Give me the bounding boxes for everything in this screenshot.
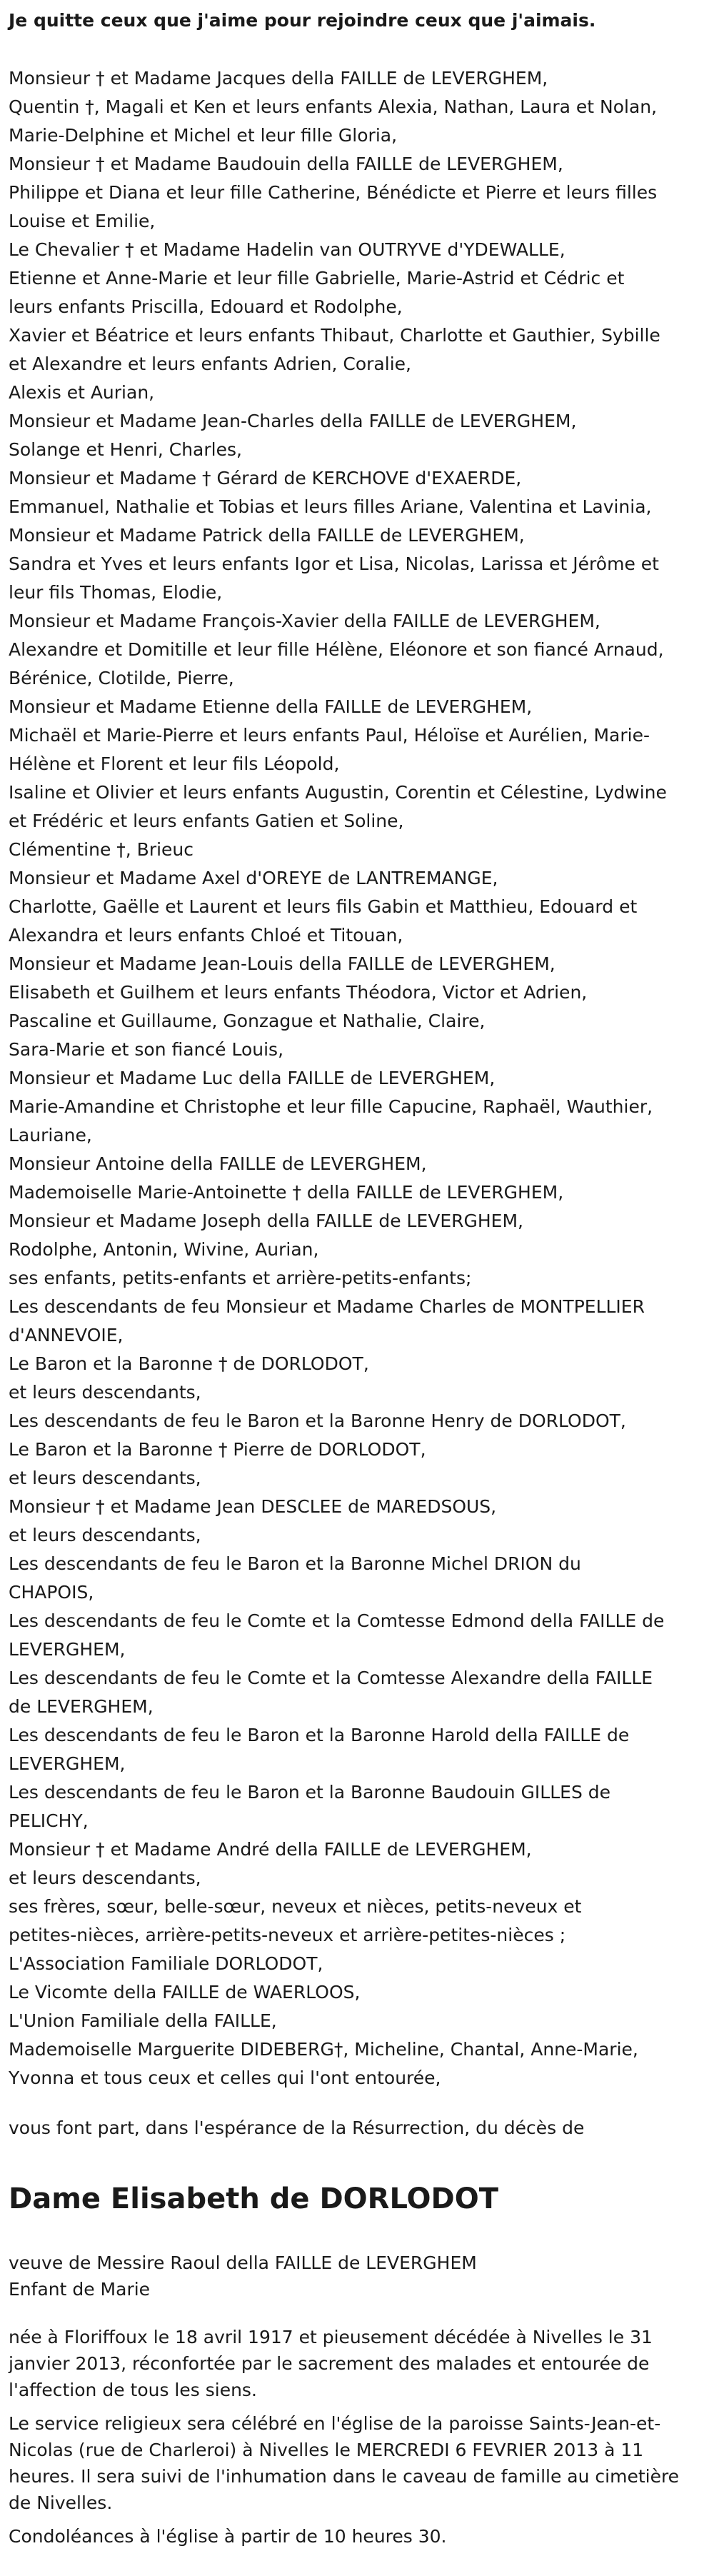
family-line: Monsieur et Madame Jean-Louis della FAILLE de LEVERGHEM, (9, 953, 555, 974)
family-line: et leurs descendants, (9, 1525, 201, 1545)
family-line: Les descendants de feu le Comte et la Comtesse Alexandre della FAILLE (9, 1668, 653, 1688)
family-line: Pascaline et Guillaume, Gonzague et Nathalie, Claire, (9, 1011, 486, 1031)
family-line: Alexis et Aurian, (9, 382, 155, 403)
family-line: Les descendants de feu Monsieur et Madame Charles de MONTPELLIER (9, 1296, 645, 1317)
family-line: Sara-Marie et son fiancé Louis, (9, 1039, 284, 1060)
family-line: Monsieur et Madame Jean-Charles della FAILLE de LEVERGHEM, (9, 411, 577, 431)
family-line: Monsieur et Madame Joseph della FAILLE de LEVERGHEM, (9, 1211, 523, 1231)
family-line: et Alexandre et leurs enfants Adrien, Coralie, (9, 354, 411, 374)
family-line: Monsieur et Madame Etienne della FAILLE de LEVERGHEM, (9, 696, 533, 717)
family-line: Lauriane, (9, 1125, 92, 1146)
family-line: Marie-Amandine et Christophe et leur fille Capucine, Raphaël, Wauthier, (9, 1096, 653, 1117)
family-line: et leurs descendants, (9, 1868, 201, 1888)
family-line: Les descendants de feu le Baron et la Baronne Baudouin GILLES de (9, 1782, 611, 1803)
family-line: Alexandra et leurs enfants Chloé et Titouan, (9, 925, 403, 946)
family-line: Isaline et Olivier et leurs enfants Augustin, Corentin et Célestine, Lydwine (9, 782, 667, 803)
family-line: Marie-Delphine et Michel et leur fille Gloria, (9, 125, 398, 146)
family-line: Quentin †, Magali et Ken et leurs enfants Alexia, Nathan, Laura et Nolan, (9, 96, 658, 117)
family-line: leurs enfants Priscilla, Edouard et Rodolphe, (9, 296, 403, 317)
announcement: vous font part, dans l'espérance de la Résurrection, du décès de (9, 2118, 585, 2138)
family-line: Yvonna et tous ceux et celles qui l'ont entourée, (9, 2068, 441, 2088)
family-line: Bérénice, Clotilde, Pierre, (9, 668, 234, 688)
family-line: ses frères, sœur, belle-sœur, neveux et nièces, petits-neveux et (9, 1896, 582, 1917)
family-list (9, 64, 704, 2093)
family-line: Xavier et Béatrice et leurs enfants Thibaut, Charlotte et Gauthier, Sybille (9, 325, 660, 346)
family-line: leur fils Thomas, Elodie, (9, 582, 223, 603)
family-line: de LEVERGHEM, (9, 1696, 154, 1717)
family-line: Les descendants de feu le Baron et la Baronne Henry de DORLODOT, (9, 1410, 626, 1431)
family-line: Rodolphe, Antonin, Wivine, Aurian, (9, 1239, 319, 1260)
family-line: d'ANNEVOIE, (9, 1325, 124, 1345)
family-line: Monsieur † et Madame Jacques della FAILLE de LEVERGHEM, (9, 68, 548, 89)
family-line: Etienne et Anne-Marie et leur fille Gabrielle, Marie-Astrid et Cédric et (9, 268, 625, 289)
family-line: Monsieur et Madame Luc della FAILLE de LEVERGHEM, (9, 1068, 496, 1088)
family-line: LEVERGHEM, (9, 1753, 126, 1774)
family-line: Les descendants de feu le Baron et la Baronne Michel DRION du (9, 1553, 581, 1574)
family-line: Le Vicomte della FAILLE de WAERLOOS, (9, 1982, 361, 2003)
family-line: Michaël et Marie-Pierre et leurs enfants Paul, Héloïse et Aurélien, Marie- (9, 725, 650, 746)
family-line: Monsieur † et Madame Jean DESCLEE de MAREDSOUS, (9, 1496, 497, 1517)
child-of-mary: Enfant de Marie (9, 2279, 151, 2300)
family-line: Le Baron et la Baronne † de DORLODOT, (9, 1353, 369, 1374)
family-line: et Frédéric et leurs enfants Gatien et Soline, (9, 811, 404, 831)
family-line: Charlotte, Gaëlle et Laurent et leurs fils Gabin et Matthieu, Edouard et (9, 896, 638, 917)
family-line: LEVERGHEM, (9, 1639, 126, 1660)
family-line: Philippe et Diana et leur fille Catherine, Bénédicte et Pierre et leurs filles (9, 182, 658, 203)
family-line: Clémentine †, Brieuc (9, 839, 194, 860)
family-line: Le Baron et la Baronne † Pierre de DORLODOT, (9, 1439, 426, 1460)
family-line: et leurs descendants, (9, 1382, 201, 1403)
birth-death-paragraph: née à Floriffoux le 18 avril 1917 et pieusement décédée à Nivelles le 31 janvier 2013, réconfortée par le sacrement des malades et entourée de l'affection de tous les siens. (9, 2327, 653, 2400)
family-line: petites-nièces, arrière-petits-neveux et arrière-petites-nièces ; (9, 1925, 566, 1945)
family-line: Monsieur et Madame Axel d'OREYE de LANTREMANGE, (9, 868, 498, 888)
family-line: ses enfants, petits-enfants et arrière-petits-enfants; (9, 1268, 472, 1288)
family-line: Monsieur † et Madame Baudouin della FAILLE de LEVERGHEM, (9, 154, 563, 174)
family-line: Monsieur Antoine della FAILLE de LEVERGHEM, (9, 1153, 427, 1174)
service-paragraph: Le service religieux sera célébré en l'église de la paroisse Saints-Jean-et-Nicolas (rue de Charleroi) à Nivelles le MERCREDI 6 FEVRIER 2013 à 11 heures. Il sera suivi de l'inhumation dans le caveau de famille au cimetière de Nivelles. (9, 2413, 680, 2513)
family-line: PELICHY, (9, 1810, 89, 1831)
deceased-name: Dame Elisabeth de DORLODOT (9, 2182, 499, 2215)
family-line: Mademoiselle Marie-Antoinette † della FAILLE de LEVERGHEM, (9, 1182, 564, 1203)
family-line: Les descendants de feu le Comte et la Comtesse Edmond della FAILLE de (9, 1610, 665, 1631)
condolences-paragraph: Condoléances à l'église à partir de 10 heures 30. (9, 2526, 447, 2547)
family-line: CHAPOIS, (9, 1582, 94, 1603)
family-line: Mademoiselle Marguerite DIDEBERG†, Micheline, Chantal, Anne-Marie, (9, 2039, 638, 2060)
family-line: Emmanuel, Nathalie et Tobias et leurs filles Ariane, Valentina et Lavinia, (9, 496, 652, 517)
family-line: Monsieur et Madame Patrick della FAILLE de LEVERGHEM, (9, 525, 525, 546)
family-line: Elisabeth et Guilhem et leurs enfants Théodora, Victor et Adrien, (9, 982, 588, 1003)
family-line: L'Association Familiale DORLODOT, (9, 1953, 323, 1974)
family-line: et leurs descendants, (9, 1468, 201, 1488)
family-line: Hélène et Florent et leur fils Léopold, (9, 753, 340, 774)
widow-of: veuve de Messire Raoul della FAILLE de LEVERGHEM (9, 2252, 477, 2273)
epigraph: Je quitte ceux que j'aime pour rejoindre ceux que j'aimais. (9, 10, 596, 31)
family-line: Monsieur † et Madame André della FAILLE de LEVERGHEM, (9, 1839, 532, 1860)
family-line: Sandra et Yves et leurs enfants Igor et Lisa, Nicolas, Larissa et Jérôme et (9, 553, 659, 574)
family-line: Monsieur et Madame François-Xavier della FAILLE de LEVERGHEM, (9, 611, 600, 631)
family-line: Monsieur et Madame † Gérard de KERCHOVE d'EXAERDE, (9, 468, 522, 488)
family-line: Les descendants de feu le Baron et la Baronne Harold della FAILLE de (9, 1725, 630, 1745)
family-line: Alexandre et Domitille et leur fille Hélène, Eléonore et son fiancé Arnaud, (9, 639, 664, 660)
family-line: Le Chevalier † et Madame Hadelin van OUTRYVE d'YDEWALLE, (9, 239, 565, 260)
family-line: L'Union Familiale della FAILLE, (9, 2010, 277, 2031)
family-line: Solange et Henri, Charles, (9, 439, 242, 460)
family-line: Louise et Emilie, (9, 211, 156, 231)
